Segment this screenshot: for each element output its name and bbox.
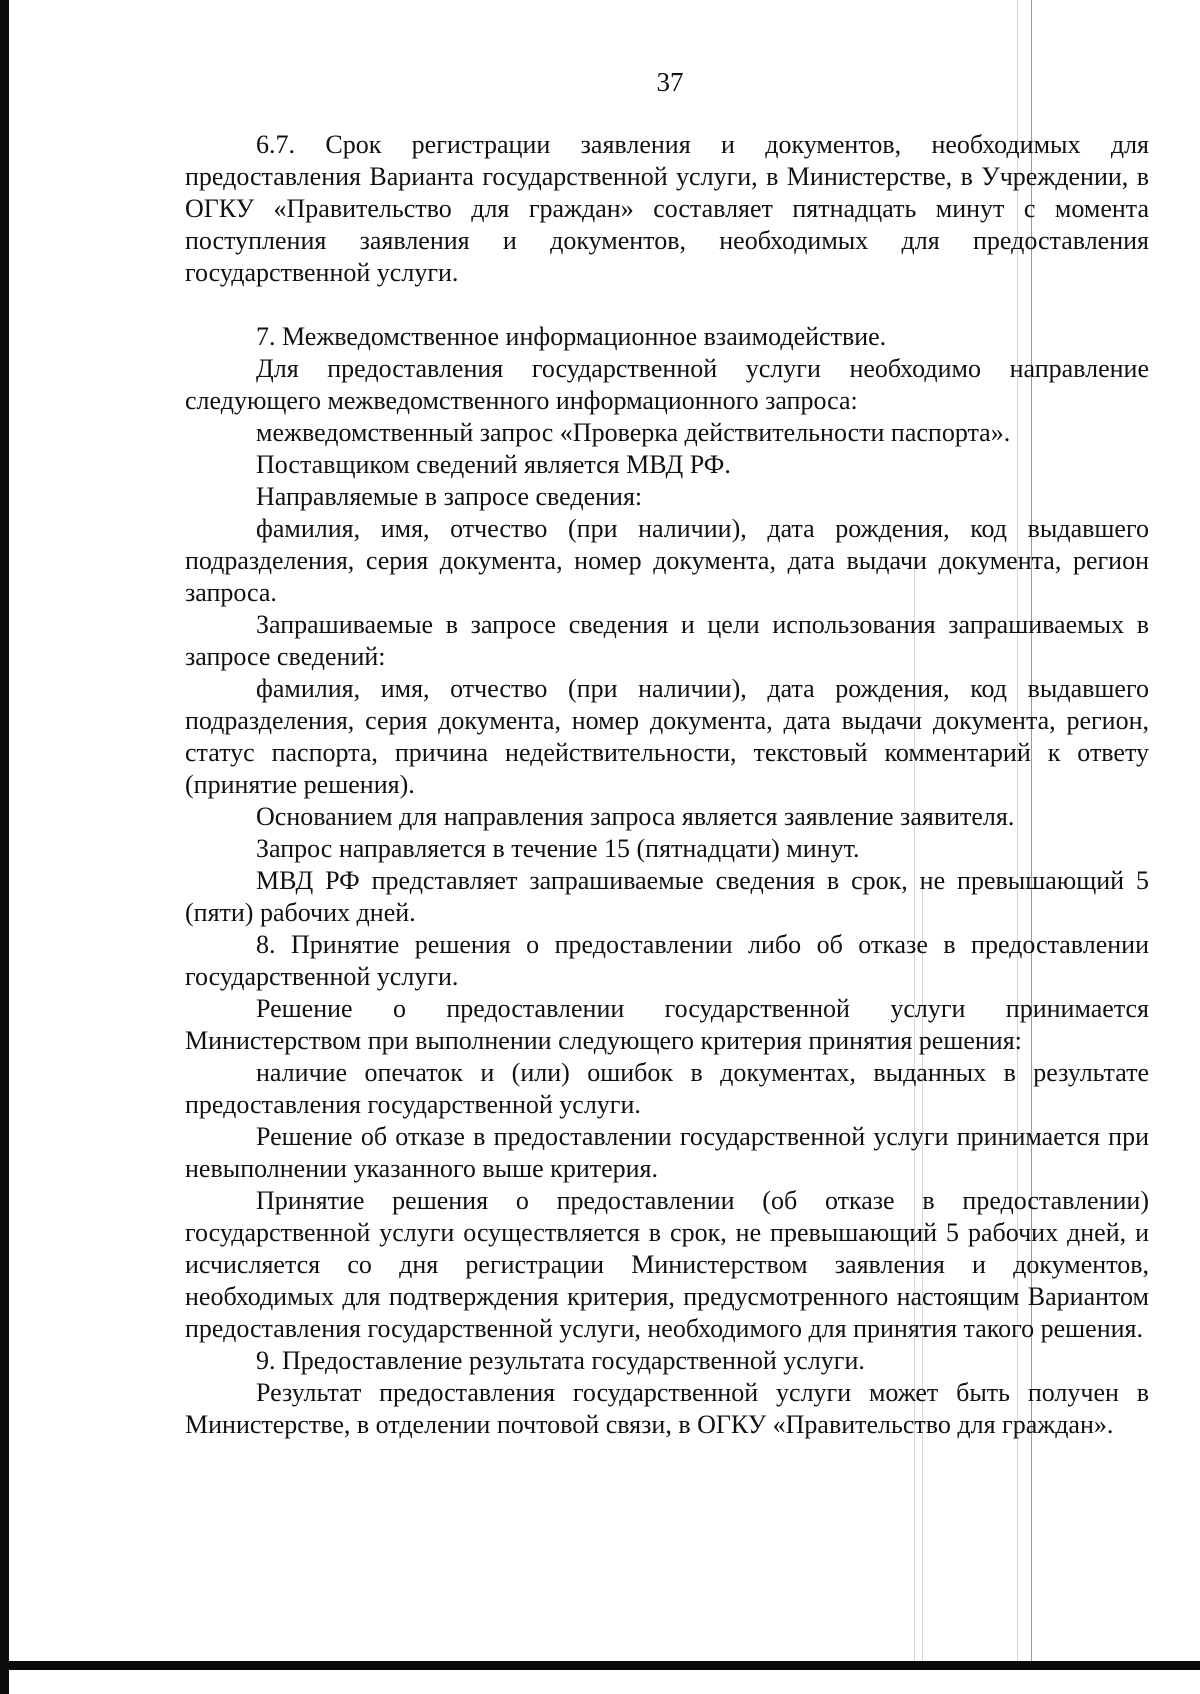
- scan-left-border: [0, 0, 9, 1694]
- page-number: 37: [656, 67, 684, 97]
- document-body: [185, 129, 1149, 1441]
- paragraph: межведомственный запрос «Проверка действительности паспорта».: [256, 418, 1011, 447]
- paragraph: Основанием для направления запроса является заявление заявителя.: [256, 802, 1015, 831]
- paragraph: Для предоставления государственной услуги необходимо направление следующего межведомственного информационного запроса:: [185, 354, 1149, 415]
- paragraph: Запрос направляется в течение 15 (пятнадцати) минут.: [256, 834, 860, 863]
- paragraph: фамилия, имя, отчество (при наличии), дата рождения, код выдавшего подразделения, серия документа, номер документа, дата выдачи документа, регион запроса.: [185, 514, 1149, 607]
- paragraph: Результат предоставления государственной услуги может быть получен в Министерстве, в отделении почтовой связи, в ОГКУ «Правительство для граждан».: [185, 1378, 1149, 1439]
- paragraph: Принятие решения о предоставлении (об отказе в предоставлении) государственной услуги осуществляется в срок, не превышающий 5 рабочих дней, и исчисляется со дня регистрации Министерством заявления и документов, необходимых для подтверждения критерия, предусмотренного настоящим Вариантом предоставления государственной услуги, необходимого для принятия такого решения.: [185, 1186, 1149, 1343]
- paragraph: наличие опечаток и (или) ошибок в документах, выданных в результате предоставления государственной услуги.: [185, 1058, 1149, 1119]
- paragraph: Направляемые в запросе сведения:: [256, 482, 643, 511]
- paragraph: Поставщиком сведений является МВД РФ.: [256, 450, 731, 479]
- paragraph: Решение об отказе в предоставлении государственной услуги принимается при невыполнении указанного выше критерия.: [185, 1122, 1149, 1183]
- heading-section-9: 9. Предоставление результата государственной услуги.: [256, 1346, 865, 1375]
- paragraph-6-7: 6.7. Срок регистрации заявления и документов, необходимых для предоставления Варианта государственной услуги, в Министерстве, в Учреждении, в ОГКУ «Правительство для граждан» составляет пятнадцать минут с момента поступления заявления и документов, необходимых для предоставления государственной услуги.: [185, 130, 1149, 287]
- paragraph: Решение о предоставлении государственной услуги принимается Министерством при выполнении следующего критерия принятия решения:: [185, 994, 1149, 1055]
- heading-section-8: 8. Принятие решения о предоставлении либо об отказе в предоставлении государственной услуги.: [185, 930, 1149, 991]
- paragraph: Запрашиваемые в запросе сведения и цели использования запрашиваемых в запросе сведений:: [185, 610, 1149, 671]
- paragraph: фамилия, имя, отчество (при наличии), дата рождения, код выдавшего подразделения, серия документа, номер документа, дата выдачи документа, регион, статус паспорта, причина недействительности, текстовый комментарий к ответу (принятие решения).: [185, 674, 1149, 799]
- paragraph: МВД РФ представляет запрашиваемые сведения в срок, не превышающий 5 (пяти) рабочих дней.: [185, 866, 1149, 927]
- heading-section-7: 7. Межведомственное информационное взаимодействие.: [256, 322, 887, 351]
- scan-bottom-border: [0, 1661, 1200, 1670]
